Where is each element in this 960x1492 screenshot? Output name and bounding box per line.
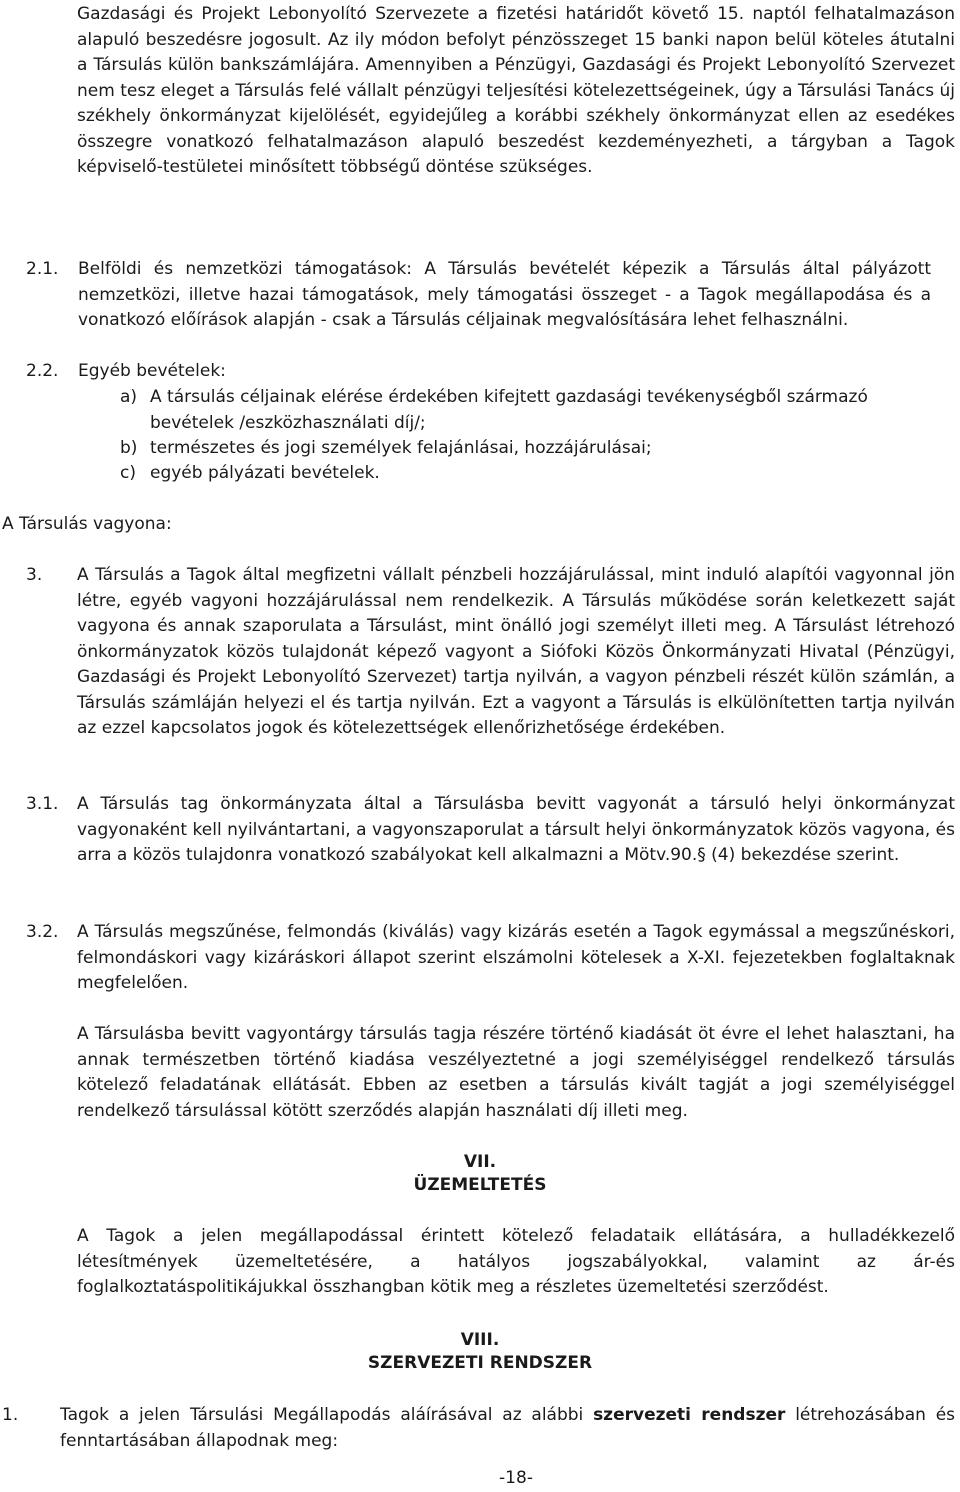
section-number-3-2: 3.2. — [26, 922, 59, 942]
list-letter: a) — [120, 387, 138, 407]
list-item-a — [120, 385, 950, 436]
chapter-number-vii: VII. — [463, 1152, 497, 1172]
page-number: -18- — [499, 1468, 533, 1488]
section-number-3: 3. — [26, 565, 43, 585]
item-text-bold: szervezeti rendszer — [593, 1405, 786, 1425]
list-text: A társulás céljainak elérése érdekében kifejtett gazdasági tevékenységből származó bevételek /eszközhasználati díj/; — [150, 387, 868, 433]
list-letter: b) — [120, 438, 138, 458]
chapter-vii-text: A Tagok a jelen megállapodással érintett kötelező feladataik ellátására, a hulladékkezelő létesítmények üzemeltetésére, a hatályos jogszabályokkal, valamint az ár-és foglalkoztatáspolitikájukkal összhangban kötik meg a részletes üzemeltetési szerződést. — [77, 1226, 955, 1297]
list-letter: c) — [120, 463, 136, 483]
section-number-2-1: 2.1. — [26, 259, 59, 279]
list-text: természetes és jogi személyek felajánlásai, hozzájárulásai; — [150, 438, 652, 458]
chapter-title-viii: SZERVEZETI RENDSZER — [367, 1353, 593, 1373]
paragraph-intro: Gazdasági és Projekt Lebonyolító Szervezete a fizetési határidőt követő 15. naptól felhatalmazáson alapuló beszedésre jogosult. Az ily módon befolyt pénzösszeget 15 banki napon belül köteles átutalni a Társulás külön bankszámlájára. Amennyiben a Pénzügyi, Gazdasági és Projekt Lebonyolító Szervezet nem tesz eleget a Társulás felé vállalt pénzügyi teljesítési kötelezettségeinek, úgy a Társulási Tanács új székhely önkormányzat kijelölését, egyidejűleg a korábbi székhely önkormányzat ellen az esedékes összegre vonatkozó felhatalmazáson alapuló beszedést kezdeményezheti, a tárgyban a Tagok képviselő-testületei minősített többségű döntése szükséges. — [77, 4, 955, 177]
section-3-text: A Társulás a Tagok által megfizetni vállalt pénzbeli hozzájárulással, mint induló alapítói vagyonnal jön létre, egyéb vagyoni hozzájárulással nem rendelkezik. A Társulás működése során keletkezett saját vagyona és annak szaporulata a Társulást, mint önálló jogi személyt illeti meg. A Társulást létrehozó önkormányzatok közös tulajdonát képező vagyont a Siófoki Közös Önkormányzati Hivatal (Pénzügyi, Gazdasági és Projekt Lebonyolító Szervezet) tartja nyilván, a vagyon pénzbeli részét külön számlán, a Társulás számláján helyezi el és tartja nyilván. Ezt a vagyont a Társulás is elkülönítetten tartja nyilván az ezzel kapcsolatos jogok és kötelezettségek ellenőrizhetősége érdekében. — [77, 565, 955, 738]
section-3-2-text: A Társulás megszűnése, felmondás (kiválás) vagy kizárás esetén a Tagok egymással a megszűnéskori, felmondáskori vagy kizáráskori állapot szerint elszámolni kötelesek a X-XI. fejezetekben foglaltaknak megfelelően. — [77, 922, 955, 993]
list-item-b — [120, 436, 950, 462]
chapter-title-vii: ÜZEMELTETÉS — [413, 1175, 547, 1195]
list-item-c — [120, 461, 950, 487]
section-3-1-text: A Társulás tag önkormányzata által a Társulásba bevitt vagyonát a társuló helyi önkormányzat vagyonaként kell nyilvántartani, a vagyonszaporulat a társult helyi önkormányzatok közös vagyona, és arra a közös tulajdonra vonatkozó szabályokat kell alkalmazni a Mötv.90.§ (4) bekezdése szerint. — [77, 794, 955, 865]
section-3-2-text-2: A Társulásba bevitt vagyontárgy társulás tagja részére történő kiadását öt évre el lehet halasztani, ha annak természetben történő kiadása veszélyeztetné a jogi személyiséggel rendelkező társulás kötelező feladatának ellátását. Ebben az esetben a társulás kivált tagját a jogi személyiséggel rendelkező társulással kötött szerződés alapján használati díj illeti meg. — [77, 1024, 955, 1121]
item-text-before: Tagok a jelen Társulási Megállapodás aláírásával az alábbi — [60, 1405, 584, 1425]
section-2-1-text — [78, 257, 931, 334]
item-text-after: létrehozásában és fenntartásában állapodnak meg: — [60, 1405, 956, 1451]
chapter-viii-item-text — [60, 1403, 955, 1454]
section-2-2-title: Egyéb bevételek: — [78, 361, 226, 381]
section-number-3-1: 3.1. — [26, 794, 59, 814]
chapter-number-viii: VIII. — [460, 1330, 500, 1350]
section-2-1-body: Belföldi és nemzetközi támogatások: A Társulás bevételét képezik a Társulás által pályázott nemzetközi, illetve hazai támogatások, mely támogatási összeget - a Tagok megállapodása és a vonatkozó előírások alapján - csak a Társulás céljainak megvalósítására lehet felhasználni. — [78, 259, 931, 330]
item-number-1: 1. — [2, 1405, 19, 1425]
list-text: egyéb pályázati bevételek. — [150, 463, 380, 483]
section-number-2-2: 2.2. — [26, 361, 59, 381]
vagyon-label: A Társulás vagyona: — [2, 514, 172, 534]
